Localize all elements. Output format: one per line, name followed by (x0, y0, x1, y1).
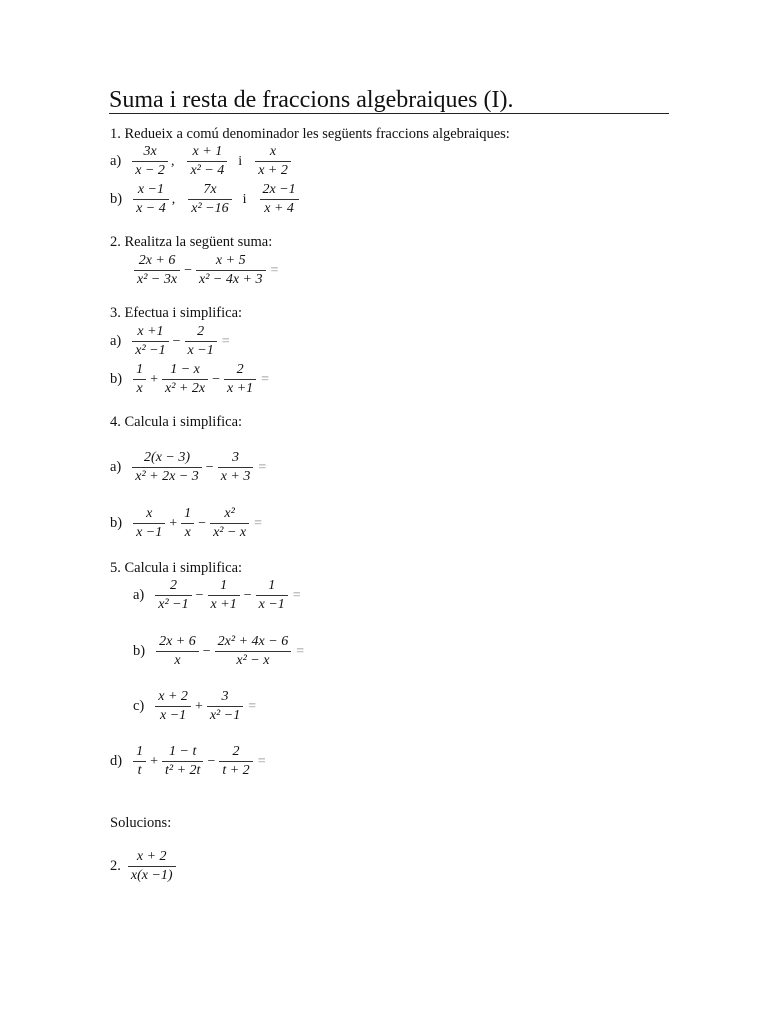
numerator: 2(x − 3) (132, 449, 202, 468)
problem-5c (133, 688, 256, 725)
numerator: 3 (218, 449, 254, 468)
denominator: x² −1 (209, 708, 241, 723)
conjunction: i (238, 153, 243, 169)
item-label: a) (110, 459, 122, 475)
equals-sign: = (296, 643, 305, 659)
fraction (128, 848, 176, 885)
numerator: 2x + 6 (156, 633, 199, 652)
fraction (133, 361, 146, 398)
denominator: t + 2 (222, 763, 250, 778)
denominator: x + 4 (264, 201, 294, 216)
numerator: x (255, 143, 291, 162)
fraction (185, 323, 217, 360)
denominator: x (136, 381, 143, 396)
plus-sign: + (150, 753, 158, 769)
item-label: 2. (110, 858, 121, 874)
denominator: x² − x (236, 653, 270, 668)
minus-sign: − (172, 333, 181, 349)
fraction (260, 181, 299, 218)
fraction (156, 633, 199, 670)
denominator: x² + 2x (165, 381, 206, 396)
fraction (162, 743, 203, 780)
fraction (181, 505, 194, 542)
fraction (133, 505, 165, 542)
denominator: x² − 4x + 3 (198, 272, 263, 287)
minus-sign: − (243, 587, 252, 603)
numerator: 1 (133, 743, 146, 762)
problem-4b (110, 505, 262, 542)
fraction (196, 252, 266, 289)
problem-5d (110, 743, 266, 780)
numerator: 3 (207, 688, 243, 707)
equals-sign: = (261, 371, 270, 387)
denominator: x +1 (210, 597, 237, 612)
numerator: 2x −1 (260, 181, 299, 200)
fraction (208, 577, 240, 614)
minus-sign: − (202, 643, 211, 659)
numerator: 1 (133, 361, 146, 380)
numerator: x + 1 (187, 143, 227, 162)
minus-sign: − (195, 587, 204, 603)
equals-sign: = (258, 459, 267, 475)
item-label: b) (110, 515, 123, 531)
denominator: x² − x (213, 525, 247, 540)
denominator: x² −1 (158, 597, 189, 612)
numerator: x² (210, 505, 249, 524)
item-label: c) (133, 698, 145, 714)
plus-sign: + (194, 698, 203, 714)
fraction (224, 361, 256, 398)
numerator: 1 − x (162, 361, 208, 380)
problem-1a (110, 143, 292, 180)
equals-sign: = (248, 698, 257, 714)
fraction (255, 143, 291, 180)
numerator: 2 (185, 323, 217, 342)
fraction (210, 505, 249, 542)
denominator: x² −16 (191, 201, 229, 216)
plus-sign: + (150, 371, 158, 387)
numerator: x + 2 (128, 848, 176, 867)
numerator: x (133, 505, 165, 524)
item-label: b) (110, 371, 123, 387)
numerator: x −1 (133, 181, 169, 200)
plus-sign: + (169, 515, 178, 531)
problem-1-heading: 1. Redueix a comú denominador les següents fraccions algebraiques: (110, 126, 510, 142)
problem-2-heading: 2. Realitza la següent suma: (110, 234, 273, 250)
solutions-heading: Solucions: (110, 815, 172, 831)
item-label: a) (110, 333, 122, 349)
numerator: 2x + 6 (134, 252, 180, 271)
numerator: 1 − t (162, 743, 203, 762)
denominator: x² − 4 (190, 163, 225, 178)
fraction (155, 688, 191, 725)
fraction (187, 143, 227, 180)
problem-3a (110, 323, 230, 360)
equals-sign: = (257, 753, 266, 769)
denominator: x −1 (258, 597, 285, 612)
numerator: 2 (219, 743, 252, 762)
problem-5b (133, 633, 304, 670)
denominator: x² − 3x (137, 272, 178, 287)
problem-2-expression (133, 252, 278, 289)
numerator: 3x (132, 143, 168, 162)
denominator: x² −1 (135, 343, 166, 358)
problem-3-heading: 3. Efectua i simplifica: (110, 305, 243, 321)
problem-3b (110, 361, 269, 398)
problem-5a (133, 577, 301, 614)
denominator: x² + 2x − 3 (135, 469, 199, 484)
denominator: x (184, 525, 191, 540)
item-label: d) (110, 753, 123, 769)
denominator: x(x −1) (130, 868, 173, 883)
item-label: b) (110, 191, 123, 207)
minus-sign: − (212, 371, 220, 387)
minus-sign: − (184, 262, 192, 278)
denominator: x + 2 (258, 163, 288, 178)
fraction (188, 181, 231, 218)
fraction (132, 143, 168, 180)
item-label: a) (110, 153, 122, 169)
conjunction: i (242, 191, 247, 207)
numerator: 1 (208, 577, 240, 596)
denominator: x − 2 (135, 163, 165, 178)
denominator: x − 4 (136, 201, 166, 216)
numerator: 2 (224, 361, 256, 380)
fraction (132, 449, 202, 486)
equals-sign: = (221, 333, 230, 349)
fraction (155, 577, 191, 614)
fraction (133, 181, 169, 218)
title-underline (109, 113, 669, 114)
fraction (134, 252, 180, 289)
denominator: x −1 (136, 525, 163, 540)
fraction (256, 577, 288, 614)
denominator: x (174, 653, 181, 668)
item-label: a) (133, 587, 145, 603)
minus-sign: − (207, 753, 216, 769)
denominator: t (137, 763, 142, 778)
solution-2 (110, 848, 177, 885)
comma: , (171, 191, 176, 207)
minus-sign: − (205, 459, 214, 475)
page-title: Suma i resta de fraccions algebraiques (I). (109, 87, 514, 113)
numerator: 7x (188, 181, 231, 200)
numerator: x + 5 (196, 252, 266, 271)
problem-4-heading: 4. Calcula i simplifica: (110, 414, 243, 430)
denominator: t² + 2t (165, 763, 201, 778)
equals-sign: = (270, 262, 279, 278)
denominator: x −1 (160, 708, 187, 723)
equals-sign: = (292, 587, 301, 603)
numerator: 2x² + 4x − 6 (215, 633, 292, 652)
equals-sign: = (254, 515, 263, 531)
numerator: 1 (256, 577, 288, 596)
denominator: x +1 (226, 381, 254, 396)
fraction (132, 323, 168, 360)
fraction (219, 743, 252, 780)
fraction (218, 449, 254, 486)
problem-5-heading: 5. Calcula i simplifica: (110, 560, 243, 576)
denominator: x −1 (187, 343, 214, 358)
fraction (162, 361, 208, 398)
numerator: 2 (155, 577, 191, 596)
fraction (207, 688, 243, 725)
denominator: x + 3 (220, 469, 251, 484)
fraction (133, 743, 146, 780)
item-label: b) (133, 643, 146, 659)
numerator: x + 2 (155, 688, 191, 707)
numerator: x +1 (132, 323, 168, 342)
problem-4a (110, 449, 266, 486)
numerator: 1 (181, 505, 194, 524)
comma: , (170, 153, 175, 169)
problem-1b (110, 181, 300, 218)
fraction (215, 633, 292, 670)
minus-sign: − (198, 515, 207, 531)
